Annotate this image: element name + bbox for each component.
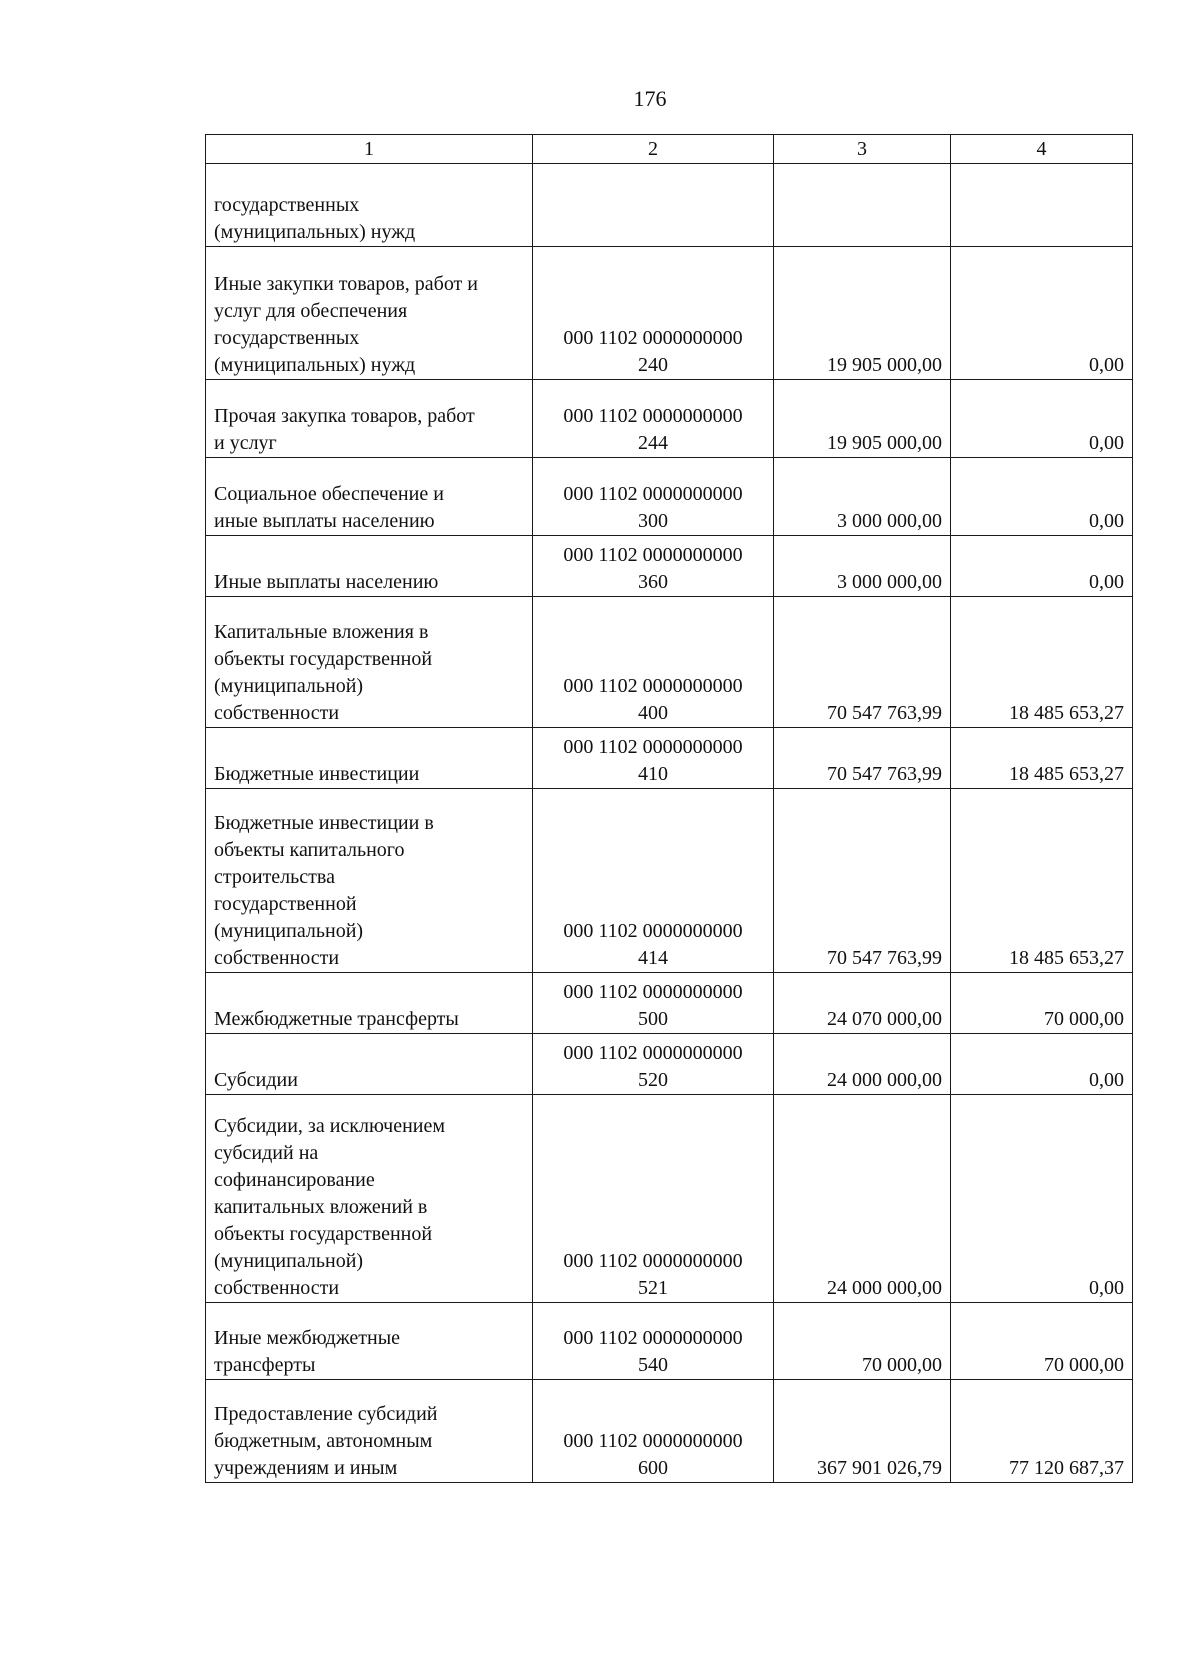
row-name-cell	[206, 728, 533, 789]
row-code-cell	[533, 1380, 774, 1483]
row-name-line: софинансирование	[214, 1169, 375, 1191]
row-amount-col4: 70 000,00	[951, 973, 1133, 1034]
row-name-line: (муниципальной)	[214, 1250, 364, 1272]
budget-table	[205, 134, 1133, 1483]
table-row	[206, 973, 1133, 1034]
row-name-line: иные выплаты населению	[214, 510, 435, 532]
row-name-line: Субсидии, за исключением	[214, 1115, 446, 1137]
row-amount-col3: 70 547 763,99	[774, 728, 951, 789]
row-name-line: услуг для обеспечения	[214, 300, 408, 322]
row-name-cell	[206, 536, 533, 597]
row-name-line: субсидий на	[214, 1142, 319, 1164]
row-amount-col3: 367 901 026,79	[774, 1380, 951, 1483]
row-code-cell	[533, 973, 774, 1034]
table-row	[206, 380, 1133, 458]
row-code-line: 300	[638, 510, 668, 532]
row-name-cell	[206, 973, 533, 1034]
table-body	[206, 164, 1133, 1483]
row-amount-col4: 18 485 653,27	[951, 597, 1133, 728]
row-name-line: (муниципальных) нужд	[214, 221, 416, 243]
row-code-line: 000 1102 0000000000	[563, 483, 743, 505]
row-amount-col4: 18 485 653,27	[951, 728, 1133, 789]
table-row	[206, 1380, 1133, 1483]
row-amount-col4: 0,00	[951, 458, 1133, 536]
table-header-row	[206, 135, 1133, 164]
row-name-line: Социальное обеспечение и	[214, 483, 444, 505]
row-code-line: 360	[638, 571, 668, 593]
row-name-line: учреждениям и иным	[214, 1457, 398, 1479]
row-code-cell	[533, 1303, 774, 1380]
row-name-cell	[206, 789, 533, 973]
row-code-cell	[533, 247, 774, 380]
table-row	[206, 1095, 1133, 1303]
row-code-cell	[533, 380, 774, 458]
row-name-line: и услуг	[214, 432, 277, 454]
row-code-line: 500	[638, 1008, 668, 1030]
row-name-line: Прочая закупка товаров, работ	[214, 405, 475, 427]
row-code-cell	[533, 458, 774, 536]
row-name-line: Предоставление субсидий	[214, 1403, 438, 1425]
row-amount-col4: 77 120 687,37	[951, 1380, 1133, 1483]
row-amount-col3: 19 905 000,00	[774, 380, 951, 458]
row-name-line: строительства	[214, 866, 335, 888]
row-code-line: 521	[638, 1277, 668, 1299]
row-code-cell	[533, 728, 774, 789]
row-code-cell	[533, 597, 774, 728]
table-row	[206, 247, 1133, 380]
row-name-cell	[206, 164, 533, 247]
row-name-cell	[206, 597, 533, 728]
row-code-line: 000 1102 0000000000	[563, 675, 743, 697]
table-row	[206, 1034, 1133, 1095]
row-code-line: 000 1102 0000000000	[563, 405, 743, 427]
row-code-line: 000 1102 0000000000	[563, 327, 743, 349]
row-amount-col3: 24 070 000,00	[774, 973, 951, 1034]
row-name-cell	[206, 380, 533, 458]
row-code-line: 244	[638, 432, 668, 454]
row-name-cell	[206, 1034, 533, 1095]
row-amount-col3: 24 000 000,00	[774, 1095, 951, 1303]
row-amount-col3: 3 000 000,00	[774, 458, 951, 536]
row-code-line: 414	[638, 947, 668, 969]
row-name-line: собственности	[214, 947, 340, 969]
row-code-line: 520	[638, 1069, 668, 1091]
row-name-line: объекты капитального	[214, 839, 405, 861]
row-amount-col3: 70 547 763,99	[774, 789, 951, 973]
row-name-line: собственности	[214, 1277, 340, 1299]
table-row	[206, 597, 1133, 728]
row-name-cell	[206, 247, 533, 380]
row-amount-col4: 70 000,00	[951, 1303, 1133, 1380]
row-name-line: трансферты	[214, 1354, 316, 1376]
row-amount-col3	[774, 164, 951, 247]
row-name-line: Иные межбюджетные	[214, 1327, 401, 1349]
row-name-line: государственных	[214, 194, 360, 216]
row-code-line: 000 1102 0000000000	[563, 1042, 743, 1064]
row-amount-col3: 24 000 000,00	[774, 1034, 951, 1095]
row-code-line: 000 1102 0000000000	[563, 1250, 743, 1272]
row-code-cell	[533, 164, 774, 247]
row-amount-col4: 0,00	[951, 380, 1133, 458]
row-code-line: 600	[638, 1457, 668, 1479]
row-code-line: 000 1102 0000000000	[563, 1327, 743, 1349]
row-name-cell	[206, 1303, 533, 1380]
column-header-2: 2	[533, 135, 774, 164]
row-name-line: (муниципальных) нужд	[214, 354, 416, 376]
row-amount-col4	[951, 164, 1133, 247]
row-amount-col4: 0,00	[951, 1034, 1133, 1095]
row-code-line: 000 1102 0000000000	[563, 736, 743, 758]
row-name-line: Бюджетные инвестиции	[214, 763, 420, 785]
row-name-line: государственных	[214, 327, 360, 349]
row-code-line: 540	[638, 1354, 668, 1376]
row-code-line: 000 1102 0000000000	[563, 1430, 743, 1452]
row-code-cell	[533, 536, 774, 597]
row-name-line: объекты государственной	[214, 1223, 433, 1245]
row-name-line: Капитальные вложения в	[214, 621, 429, 643]
row-name-line: государственной	[214, 893, 357, 915]
row-name-line: капитальных вложений в	[214, 1196, 428, 1218]
table-row	[206, 458, 1133, 536]
row-amount-col4: 0,00	[951, 1095, 1133, 1303]
column-header-3: 3	[774, 135, 951, 164]
row-amount-col3: 3 000 000,00	[774, 536, 951, 597]
row-code-line: 410	[638, 763, 668, 785]
row-amount-col3: 19 905 000,00	[774, 247, 951, 380]
row-code-line: 000 1102 0000000000	[563, 544, 743, 566]
table-row	[206, 789, 1133, 973]
row-name-cell	[206, 458, 533, 536]
row-code-line: 000 1102 0000000000	[563, 981, 743, 1003]
row-amount-col4: 0,00	[951, 536, 1133, 597]
row-name-line: Субсидии	[214, 1069, 298, 1091]
row-code-line: 000 1102 0000000000	[563, 920, 743, 942]
row-name-line: (муниципальной)	[214, 920, 364, 942]
row-code-line: 240	[638, 354, 668, 376]
row-code-line: 400	[638, 702, 668, 724]
page-number: 176	[633, 86, 667, 111]
column-header-4: 4	[951, 135, 1133, 164]
row-name-line: Иные выплаты населению	[214, 571, 439, 593]
table-row	[206, 1303, 1133, 1380]
row-name-line: (муниципальной)	[214, 675, 364, 697]
row-amount-col4: 18 485 653,27	[951, 789, 1133, 973]
row-name-line: бюджетным, автономным	[214, 1430, 433, 1452]
row-code-cell	[533, 1034, 774, 1095]
table-row	[206, 728, 1133, 789]
row-name-cell	[206, 1095, 533, 1303]
row-name-line: Бюджетные инвестиции в	[214, 812, 434, 834]
table-row	[206, 164, 1133, 247]
column-header-1: 1	[206, 135, 533, 164]
row-name-line: Иные закупки товаров, работ и	[214, 273, 479, 295]
table-row	[206, 536, 1133, 597]
row-name-line: собственности	[214, 702, 340, 724]
row-name-line: объекты государственной	[214, 648, 433, 670]
row-name-line: Межбюджетные трансферты	[214, 1008, 459, 1030]
row-code-cell	[533, 789, 774, 973]
row-code-cell	[533, 1095, 774, 1303]
row-amount-col4: 0,00	[951, 247, 1133, 380]
row-name-cell	[206, 1380, 533, 1483]
row-amount-col3: 70 000,00	[774, 1303, 951, 1380]
row-amount-col3: 70 547 763,99	[774, 597, 951, 728]
